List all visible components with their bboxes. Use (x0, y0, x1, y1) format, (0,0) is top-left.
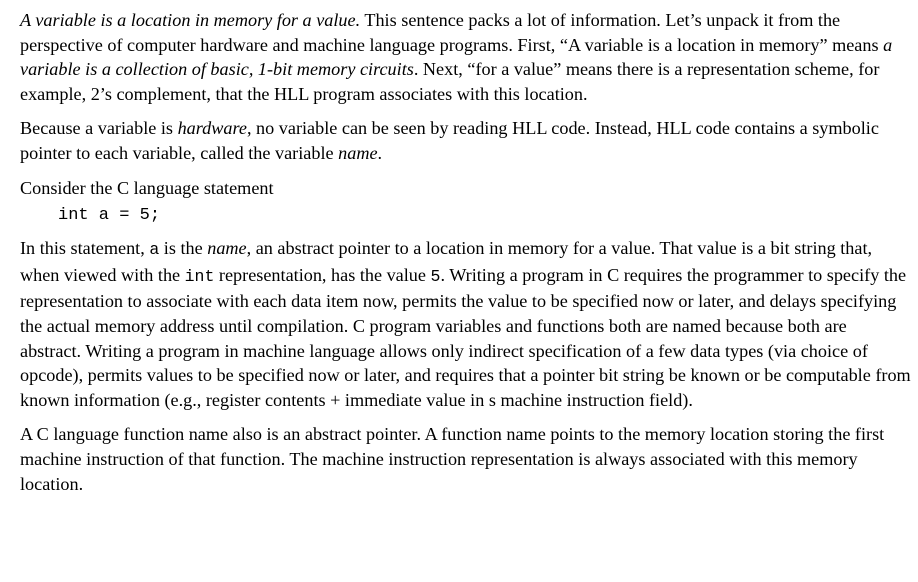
inline-code-5: 5 (430, 266, 441, 286)
paragraph-function-name: A C language function name also is an abstract pointer. A function name points to the memory location storing the first machine instruction of that function. The machine instruction representation is always associated with this memory location. (20, 424, 885, 494)
italic-word-name: name (338, 142, 378, 163)
paragraph-statement-explanation (20, 236, 912, 412)
paragraph-text: In this statement, (20, 238, 150, 259)
paragraph-text: This sentence packs a lot of information. Let’s unpack it from the perspective of computer hardware and machine language programs. First, “A variable is a location in memory” means (20, 10, 884, 55)
paragraph-consider-statement: Consider the C language statement (20, 177, 274, 198)
lead-italic-sentence: A variable is a location in memory for a value. (20, 10, 361, 30)
paragraph-text: . (377, 142, 383, 163)
inline-code-int: int (184, 266, 215, 286)
paragraph-text: . Next, “for a value” means there is a representation scheme, for example, 2’s complement, that the HLL program associates with this location. (20, 59, 880, 104)
paragraph-variable-definition (20, 8, 912, 106)
code-statement: int a = 5; (58, 206, 161, 226)
inline-code-a: a (149, 240, 160, 260)
paragraph-text: Because a variable is (20, 118, 178, 139)
paragraph-text: is the (159, 238, 208, 259)
paragraph-text: representation, has the value (214, 264, 431, 285)
paragraph-text: , an abstract pointer to a location in memory for a value. That value is a bit string that, when viewed with the (20, 238, 873, 285)
italic-phrase: a variable is a collection of basic, 1-bit memory circuits (20, 34, 893, 80)
paragraph-text: . Writing a program in C requires the programmer to specify the representation to associate with each data item now, permits the value to be specified now or later, and delays specifying the actual memory address until compilation. C program variables and functions both are named because both are abstract. Writing a program in machine language allows only indirect specification of a few data types (via choice of opcode), permits values to be specified now or later, and requires that a pointer bit string be known or be computable from known information (e.g., register contents + immediate value in s machine instruction field). (20, 264, 911, 410)
document-page (20, 8, 912, 496)
italic-word-name: name (207, 238, 247, 259)
paragraph-text: , no variable can be seen by reading HLL code. Instead, HLL code contains a symbolic pointer to each variable, called the variable (20, 118, 879, 163)
paragraph-variable-hardware (20, 116, 912, 165)
italic-word-hardware: hardware (177, 118, 247, 139)
